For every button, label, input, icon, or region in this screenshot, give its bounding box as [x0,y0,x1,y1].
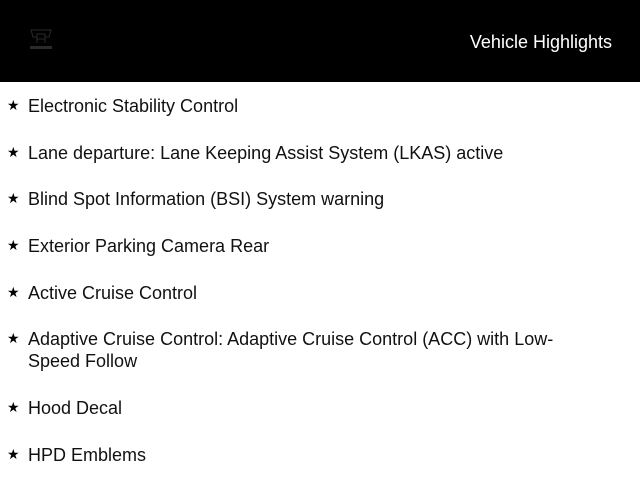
highlight-label: Exterior Parking Camera Rear [28,236,270,256]
star-icon: ★ [7,191,20,207]
star-icon: ★ [7,98,20,114]
highlight-label: Lane departure: Lane Keeping Assist System (LKAS) active [28,143,504,163]
highlight-label: Hood Decal [28,398,123,418]
highlight-label: Active Cruise Control [28,283,198,303]
highlight-label: HPD Emblems [28,445,147,465]
star-icon: ★ [7,238,20,254]
header-bar [0,0,640,82]
star-icon: ★ [7,145,20,161]
highlight-label: Adaptive Cruise Control: Adaptive Cruise Control (ACC) with Low-Speed Follow [28,329,554,371]
highlight-label: Blind Spot Information (BSI) System warning [28,189,385,209]
honda-logo-icon [27,27,55,51]
star-icon: ★ [7,285,20,301]
star-icon: ★ [7,331,20,347]
star-icon: ★ [7,447,20,463]
highlight-label: Electronic Stability Control [28,96,239,116]
star-icon: ★ [7,400,20,416]
page-title: Vehicle Highlights [469,32,612,52]
